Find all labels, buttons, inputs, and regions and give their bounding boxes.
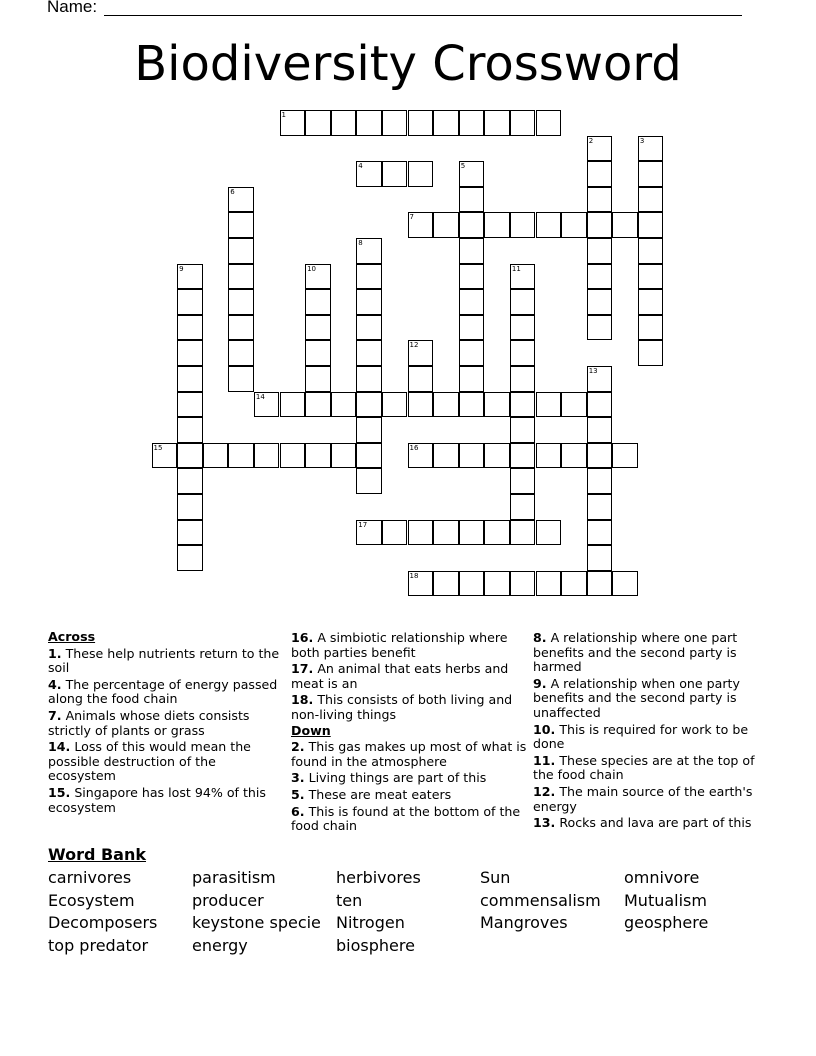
grid-cell[interactable] xyxy=(280,392,306,418)
grid-cell[interactable] xyxy=(331,392,357,418)
grid-cell[interactable] xyxy=(536,443,562,469)
grid-cell[interactable] xyxy=(177,545,203,571)
grid-cell[interactable] xyxy=(587,443,613,469)
grid-cell[interactable] xyxy=(612,571,638,597)
grid-cell[interactable] xyxy=(561,212,587,238)
grid-cell[interactable] xyxy=(638,289,664,315)
grid-cell[interactable] xyxy=(459,238,485,264)
clue-item xyxy=(291,631,529,660)
grid-cell[interactable] xyxy=(587,468,613,494)
word-bank-word: Nitrogen xyxy=(336,913,405,932)
grid-cell[interactable] xyxy=(587,392,613,418)
grid-cell[interactable] xyxy=(484,392,510,418)
word-bank-word: producer xyxy=(192,891,264,910)
grid-cell[interactable] xyxy=(433,392,459,418)
clue-text: These species are at the top of the food chain xyxy=(533,752,755,783)
grid-cell[interactable] xyxy=(587,315,613,341)
grid-cell[interactable] xyxy=(356,110,382,136)
clue-number: 14. xyxy=(48,739,71,755)
clue-number: 1 xyxy=(281,111,286,119)
grid-cell[interactable] xyxy=(510,520,536,546)
grid-cell[interactable] xyxy=(382,110,408,136)
grid-cell[interactable] xyxy=(177,417,203,443)
clue-item xyxy=(291,805,529,834)
grid-cell[interactable] xyxy=(638,161,664,187)
clue-item xyxy=(48,740,286,784)
grid-cell[interactable] xyxy=(408,571,434,597)
grid-cell[interactable] xyxy=(177,289,203,315)
grid-cell[interactable] xyxy=(356,315,382,341)
grid-cell[interactable] xyxy=(408,366,434,392)
grid-cell[interactable] xyxy=(356,392,382,418)
grid-cell[interactable] xyxy=(587,417,613,443)
grid-cell[interactable] xyxy=(228,187,254,213)
clue-text: Rocks and lava are part of this xyxy=(555,815,752,831)
clue-number: 14 xyxy=(255,392,265,401)
grid-cell[interactable] xyxy=(510,571,536,597)
grid-cell[interactable] xyxy=(228,264,254,290)
clue-item xyxy=(48,678,286,707)
word-bank-title: Word Bank xyxy=(48,845,147,864)
grid-cell[interactable] xyxy=(484,443,510,469)
word-bank-word: Mutualism xyxy=(624,891,707,910)
grid-cell[interactable] xyxy=(459,264,485,290)
word-bank-word: geosphere xyxy=(624,913,709,932)
word-bank-word: Ecosystem xyxy=(48,891,135,910)
word-bank-word: energy xyxy=(192,936,248,955)
clue-number: 17 xyxy=(358,520,368,529)
grid-cell[interactable] xyxy=(356,520,382,546)
clue-number: 4 xyxy=(358,162,363,171)
grid-cell[interactable] xyxy=(331,110,357,136)
down-heading: Down xyxy=(291,722,331,738)
grid-cell[interactable] xyxy=(536,110,562,136)
clue-number: 10 xyxy=(307,264,317,273)
grid-cell[interactable] xyxy=(433,212,459,238)
grid-cell[interactable] xyxy=(612,443,638,469)
clue-item xyxy=(533,677,769,721)
clue-number: 11. xyxy=(533,752,556,768)
grid-cell[interactable] xyxy=(382,392,408,418)
grid-cell[interactable] xyxy=(638,187,664,213)
clue-text: This consists of both living and non-living things xyxy=(291,692,513,722)
grid-cell[interactable] xyxy=(459,212,485,238)
grid-cell[interactable] xyxy=(305,289,331,315)
clue-text: This gas makes up most of what is found in the atmosphere xyxy=(291,739,527,769)
word-bank-word: omnivore xyxy=(624,868,700,887)
clue-item xyxy=(291,771,529,786)
clue-number: 8 xyxy=(358,239,363,247)
clue-number: 13. xyxy=(533,815,556,831)
word-bank-word: carnivores xyxy=(48,868,132,887)
grid-cell[interactable] xyxy=(459,366,485,392)
clue-number: 7. xyxy=(48,707,62,723)
grid-cell[interactable] xyxy=(356,417,382,443)
clue-number: 18 xyxy=(409,571,419,580)
clue-number: 8. xyxy=(533,630,547,645)
clue-text: The percentage of energy passed along the food chain xyxy=(48,676,278,707)
clue-item xyxy=(48,709,286,738)
clue-number: 5. xyxy=(291,786,305,802)
grid-cell[interactable] xyxy=(510,443,536,469)
grid-cell[interactable] xyxy=(177,494,203,520)
clue-number: 18. xyxy=(291,692,314,708)
grid-cell[interactable] xyxy=(459,443,485,469)
grid-cell[interactable] xyxy=(484,110,510,136)
grid-cell[interactable] xyxy=(228,212,254,238)
grid-cell[interactable] xyxy=(305,264,331,290)
clue-number: 11 xyxy=(511,264,521,273)
grid-cell[interactable] xyxy=(510,366,536,392)
clue-number: 2 xyxy=(588,136,594,145)
grid-cell[interactable] xyxy=(356,264,382,290)
clue-number: 17. xyxy=(291,661,314,677)
grid-cell[interactable] xyxy=(587,520,613,546)
grid-cell[interactable] xyxy=(510,417,536,443)
grid-cell[interactable] xyxy=(587,571,613,597)
word-bank-word: commensalism xyxy=(480,891,601,910)
word-bank-word: Decomposers xyxy=(48,913,158,932)
clue-number: 6 xyxy=(230,187,235,196)
clues-column-3 xyxy=(533,629,769,831)
grid-cell[interactable] xyxy=(356,366,382,392)
grid-cell[interactable] xyxy=(177,520,203,546)
grid-cell[interactable] xyxy=(203,443,229,469)
clue-item xyxy=(533,754,769,783)
grid-cell[interactable] xyxy=(536,520,562,546)
clue-text: This is found at the bottom of the food chain xyxy=(291,803,521,834)
clue-number: 6. xyxy=(291,803,305,819)
grid-cell[interactable] xyxy=(510,340,536,366)
grid-cell[interactable] xyxy=(408,161,434,187)
grid-cell[interactable] xyxy=(177,443,203,469)
name-label: Name: xyxy=(47,0,98,16)
clue-item xyxy=(291,740,529,769)
grid-cell[interactable] xyxy=(331,443,357,469)
clue-item xyxy=(291,662,529,691)
grid-cell[interactable] xyxy=(254,443,280,469)
grid-cell[interactable] xyxy=(638,238,664,264)
grid-cell[interactable] xyxy=(510,264,536,290)
grid-cell[interactable] xyxy=(510,110,536,136)
grid-cell[interactable] xyxy=(459,110,485,136)
word-bank-word: keystone specie xyxy=(192,913,321,932)
grid-cell[interactable] xyxy=(356,161,382,187)
word-bank-word: ten xyxy=(336,891,363,910)
grid-cell[interactable] xyxy=(587,212,613,238)
grid-cell[interactable] xyxy=(228,366,254,392)
grid-cell[interactable] xyxy=(177,315,203,341)
grid-cell[interactable] xyxy=(587,545,613,571)
grid-cell[interactable] xyxy=(587,264,613,290)
grid-cell[interactable] xyxy=(177,340,203,366)
clue-number: 3. xyxy=(291,770,305,786)
grid-cell[interactable] xyxy=(433,571,459,597)
clue-text: Loss of this would mean the possible destruction of the ecosystem xyxy=(48,739,251,784)
clue-number: 9 xyxy=(179,264,184,273)
grid-cell[interactable] xyxy=(459,520,485,546)
grid-cell[interactable] xyxy=(638,264,664,290)
word-bank-word: Mangroves xyxy=(480,913,568,932)
clue-text: These are meat eaters xyxy=(304,786,452,802)
clue-text: An animal that eats herbs and meat is an xyxy=(291,661,509,691)
grid-cell[interactable] xyxy=(536,392,562,418)
clue-item xyxy=(291,788,529,803)
grid-cell[interactable] xyxy=(305,340,331,366)
grid-cell[interactable] xyxy=(484,520,510,546)
grid-cell[interactable] xyxy=(408,212,434,238)
clue-number: 2. xyxy=(291,739,305,755)
page-title: Biodiversity Crossword xyxy=(134,36,682,92)
grid-cell[interactable] xyxy=(408,392,434,418)
grid-cell[interactable] xyxy=(305,110,331,136)
clues-column-1 xyxy=(48,629,286,815)
clue-item xyxy=(291,693,529,722)
grid-cell[interactable] xyxy=(382,161,408,187)
grid-cell[interactable] xyxy=(510,494,536,520)
grid-cell[interactable] xyxy=(459,187,485,213)
grid-cell[interactable] xyxy=(587,136,613,162)
clue-number: 15 xyxy=(153,443,163,452)
grid-cell[interactable] xyxy=(587,161,613,187)
grid-cell[interactable] xyxy=(382,520,408,546)
grid-cell[interactable] xyxy=(612,212,638,238)
grid-cell[interactable] xyxy=(459,161,485,187)
clue-number: 12. xyxy=(533,783,556,799)
clue-number: 9. xyxy=(533,675,547,691)
clue-item xyxy=(533,785,769,814)
clue-number: 7 xyxy=(409,213,414,222)
grid-cell[interactable] xyxy=(254,392,280,418)
grid-cell[interactable] xyxy=(510,468,536,494)
clue-text: A relationship when one party benefits and the second party is unaffected xyxy=(533,675,740,720)
grid-cell[interactable] xyxy=(587,494,613,520)
grid-cell[interactable] xyxy=(587,289,613,315)
grid-cell[interactable] xyxy=(433,110,459,136)
grid-cell[interactable] xyxy=(305,366,331,392)
clue-number: 5 xyxy=(460,162,466,171)
grid-cell[interactable] xyxy=(536,212,562,238)
grid-cell[interactable] xyxy=(433,443,459,469)
grid-cell[interactable] xyxy=(561,571,587,597)
grid-cell[interactable] xyxy=(536,571,562,597)
clues-column-2 xyxy=(291,629,529,834)
clue-item xyxy=(533,723,769,752)
word-bank-word: top predator xyxy=(48,936,149,955)
grid-cell[interactable] xyxy=(408,520,434,546)
grid-cell[interactable] xyxy=(638,136,664,162)
grid-cell[interactable] xyxy=(177,366,203,392)
clue-text: Living things are part of this xyxy=(304,770,487,786)
grid-cell[interactable] xyxy=(638,340,664,366)
across-heading: Across xyxy=(48,629,96,644)
grid-cell[interactable] xyxy=(587,238,613,264)
clue-number: 3 xyxy=(639,136,645,145)
clue-item xyxy=(533,631,769,675)
grid-cell[interactable] xyxy=(177,264,203,290)
grid-cell[interactable] xyxy=(587,366,613,392)
clue-number: 12 xyxy=(409,341,419,350)
grid-cell[interactable] xyxy=(228,315,254,341)
grid-cell[interactable] xyxy=(459,392,485,418)
grid-cell[interactable] xyxy=(356,238,382,264)
clue-item xyxy=(533,816,769,831)
clue-number: 13 xyxy=(588,367,598,375)
grid-cell[interactable] xyxy=(638,315,664,341)
grid-cell[interactable] xyxy=(408,110,434,136)
grid-cell[interactable] xyxy=(587,187,613,213)
clue-number: 16. xyxy=(291,630,314,645)
grid-cell[interactable] xyxy=(510,289,536,315)
grid-cell[interactable] xyxy=(459,315,485,341)
word-bank-word: biosphere xyxy=(336,936,415,955)
grid-cell[interactable] xyxy=(433,520,459,546)
grid-cell[interactable] xyxy=(177,392,203,418)
grid-cell[interactable] xyxy=(305,443,331,469)
clue-text: These help nutrients return to the soil xyxy=(48,645,280,676)
grid-cell[interactable] xyxy=(280,443,306,469)
clue-text: Animals whose diets consists strictly of plants or grass xyxy=(48,707,250,738)
grid-cell[interactable] xyxy=(177,468,203,494)
word-bank-word: herbivores xyxy=(336,868,421,887)
grid-cell[interactable] xyxy=(305,392,331,418)
grid-cell[interactable] xyxy=(228,289,254,315)
grid-cell[interactable] xyxy=(408,340,434,366)
grid-cell[interactable] xyxy=(510,315,536,341)
clue-text: The main source of the earth's energy xyxy=(533,783,753,814)
grid-cell[interactable] xyxy=(561,443,587,469)
grid-cell[interactable] xyxy=(459,340,485,366)
clue-number: 4. xyxy=(48,676,62,692)
grid-cell[interactable] xyxy=(280,110,306,136)
grid-cell[interactable] xyxy=(408,443,434,469)
clue-text: A relationship where one part benefits and the second party is harmed xyxy=(533,630,738,675)
clue-number: 15. xyxy=(48,784,71,800)
clue-item xyxy=(48,786,286,815)
clue-text: Singapore has lost 94% of this ecosystem xyxy=(48,784,266,815)
grid-cell[interactable] xyxy=(459,571,485,597)
clue-number: 16 xyxy=(409,443,419,452)
grid-cell[interactable] xyxy=(356,289,382,315)
grid-cell[interactable] xyxy=(356,468,382,494)
grid-cell[interactable] xyxy=(356,443,382,469)
grid-cell[interactable] xyxy=(305,315,331,341)
clue-text: A simbiotic relationship where both parties benefit xyxy=(291,630,508,660)
grid-cell[interactable] xyxy=(228,443,254,469)
grid-cell[interactable] xyxy=(638,212,664,238)
grid-cell[interactable] xyxy=(152,443,178,469)
clue-text: This is required for work to be done xyxy=(533,721,749,752)
clue-number: 10. xyxy=(533,721,556,737)
grid-cell[interactable] xyxy=(510,392,536,418)
grid-cell[interactable] xyxy=(484,212,510,238)
grid-cell[interactable] xyxy=(484,571,510,597)
word-bank-word: parasitism xyxy=(192,868,276,887)
grid-cell[interactable] xyxy=(228,238,254,264)
grid-cell[interactable] xyxy=(561,392,587,418)
grid-cell[interactable] xyxy=(228,340,254,366)
clue-number: 1. xyxy=(48,645,62,661)
grid-cell[interactable] xyxy=(356,340,382,366)
clue-item xyxy=(48,647,286,676)
grid-cell[interactable] xyxy=(510,212,536,238)
word-bank-word: Sun xyxy=(480,868,511,887)
grid-cell[interactable] xyxy=(459,289,485,315)
